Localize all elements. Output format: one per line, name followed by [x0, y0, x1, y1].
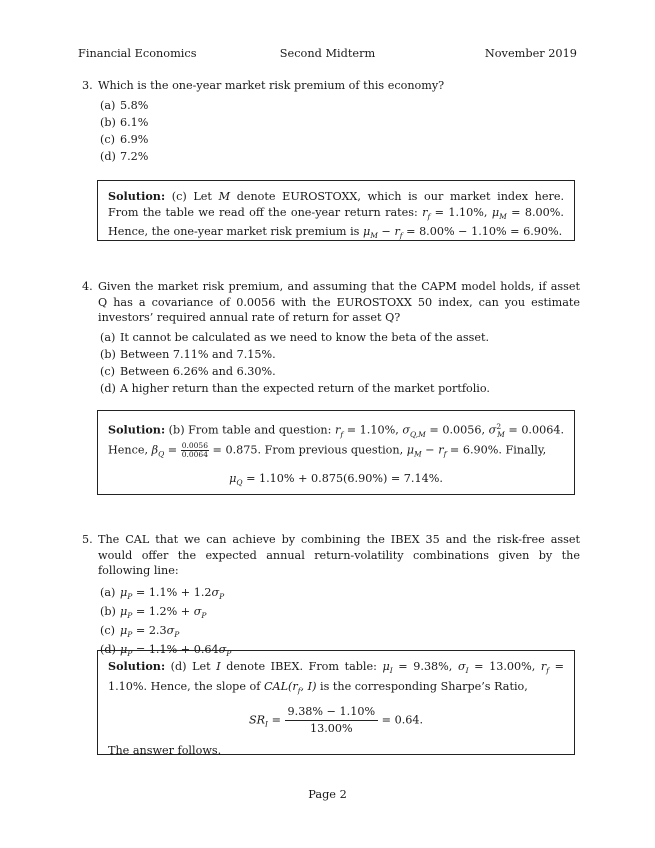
solution-heading: Solution:: [108, 422, 166, 437]
question-text: Which is the one-year market risk premium of this economy?: [98, 79, 445, 92]
beta-fraction: $\frac{0.0056}{0.0064}$: [181, 441, 208, 460]
option: (c) Between 6.26% and 6.30%.: [100, 364, 276, 378]
question-number: 5.: [82, 533, 93, 546]
display-equation: $\mu_Q = 1.10\% + 0.875(6.90\%) = 7.14\%$.: [229, 471, 443, 487]
question-number: 3.: [82, 79, 93, 92]
header-course: Financial Economics: [78, 47, 197, 60]
question-number: 4.: [82, 280, 93, 293]
solution-box-4: Solution: (b) From table and question: $r_f = 1.10\%$, $\sigma_{Q,M} = 0.0056$, $\sigma^2_M = 0.0064$. Hence, $\beta_Q$ = $\frac{0.0056}{0.0064}$ = 0.875. From previous question, $\mu_M - r_f = 6.90\%$. Finally, $\mu_Q = 1.10\% + 0.875(6.90\%) = 7.14\%$.: [97, 410, 575, 495]
option: (b) $\mu_P = 1.2\% + \sigma_P$: [100, 604, 207, 620]
sharpe-ratio-equation: $SR_I$ = $\frac{9.38\% - 1.10\%}{13.00\%}$ = 0.64.: [248, 705, 424, 736]
options-list: [100, 329, 580, 397]
options-list: [100, 97, 580, 165]
option: (a) 5.8%: [100, 98, 149, 112]
question-5: [82, 532, 580, 660]
option: (c) $\mu_P = 2.3\sigma_P$: [100, 623, 180, 639]
option: (d) $\mu_P = 1.1\% + 0.64\sigma_P$: [100, 642, 232, 658]
solution-heading: Solution:: [108, 189, 166, 203]
options-list: [100, 584, 580, 660]
question-text: Given the market risk premium, and assuming that the CAPM model holds, if asset Q has a covariance of 0.0056 with the EUROSTOXX 50 index, can you estimate investors’ required annual rate of return for asset Q?: [98, 280, 580, 324]
question-text: The CAL that we can achieve by combining the IBEX 35 and the risk-free asset would offer the expected annual return-volatility combinations given by the following line:: [98, 533, 580, 577]
solution-box-5: Solution: (d) Let I denote IBEX. From table: $\mu_I = 9.38\%$, $\sigma_I = 13.00\%$, $r_f = 1.10\%$. Hence, the slope of $CAL(r_f$, I) is the corresponding Sharpe’s Ratio, $SR_I$ = $\frac{9.38\% - 1.10\%}{13.00\%}$ = 0.64. The answer follows.: [97, 650, 575, 755]
header-date: November 2019: [484, 47, 577, 60]
option: (b) 6.1%: [100, 115, 149, 129]
question-3: [82, 78, 580, 165]
option: (c) 6.9%: [100, 132, 149, 146]
option: (b) Between 7.11% and 7.15%.: [100, 347, 276, 361]
solution-heading: Solution:: [108, 659, 166, 673]
option: (d) A higher return than the expected return of the market portfolio.: [100, 381, 490, 395]
solution-box-3: Solution: (c) Let M denote EUROSTOXX, which is our market index here. From the table we read off the one-year return rates: $r_f = 1.10\%$, $\mu_M = 8.00\%$. Hence, the one-year market risk premium is $\mu_M - r_f = 8.00\% - 1.10\% = 6.90\%$.: [97, 180, 575, 241]
question-4: [82, 279, 580, 397]
solution-closing: The answer follows.: [108, 744, 222, 758]
option: (a) It cannot be calculated as we need to know the beta of the asset.: [100, 330, 490, 344]
option: (a) $\mu_P = 1.1\% + 1.2\sigma_P$: [100, 585, 225, 601]
option: (d) 7.2%: [100, 149, 149, 163]
sharpe-fraction: $\frac{9.38\% - 1.10\%}{13.00\%}$: [285, 704, 379, 737]
header-exam: Second Midterm: [279, 47, 376, 60]
page-number: Page 2: [308, 788, 347, 801]
